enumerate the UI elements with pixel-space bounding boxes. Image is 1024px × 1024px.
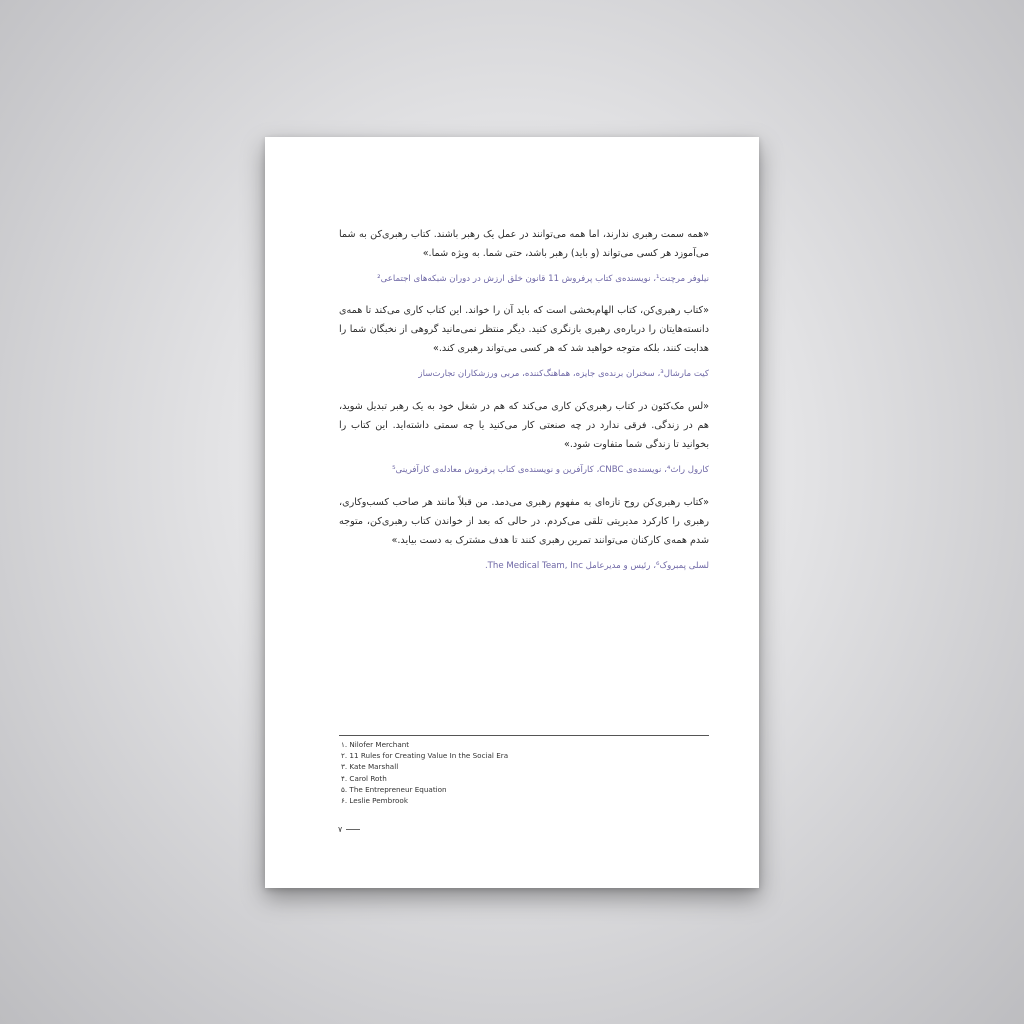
quote-text: «لس مک‌کئون در کتاب رهبری‌کن کاری می‌کند که هم در شغل خود به یک رهبر تبدیل شوید، هم در زندگی. فرقی ندارد در چه صنعتی کار می‌کنید یا چه سمتی داشته‌اید. این کتاب را بخوانید تا زندگی شما متفاوت شود.»: [339, 401, 709, 450]
footnote-item: ۵. The Entrepreneur Equation: [341, 784, 447, 794]
testimonial-4: [339, 493, 709, 573]
footnote-item: ۳. Kate Marshall: [341, 762, 399, 772]
testimonial-3: [339, 397, 709, 477]
page-number-dash: [346, 829, 360, 830]
footnote-list: [341, 739, 508, 806]
footnote-item: ۲. 11 Rules for Creating Value In the Social Era: [341, 751, 509, 761]
quote-attribution: کارول راث⁴، نویسنده‌ی CNBC، کارآفرین و نویسنده‌ی کتاب پرفروش معادله‌ی کارآفرینی⁵: [392, 465, 709, 475]
testimonial-2: [339, 301, 709, 381]
quote-attribution: نیلوفر مرچنت¹، نویسنده‌ی کتاب پرفروش 11 قانون خلق ارزش در دوران شبکه‌های اجتماعی²: [377, 274, 709, 284]
book-page: [265, 137, 759, 888]
footnote-item: ۱. Nilofer Merchant: [341, 740, 410, 749]
quote-text: «کتاب رهبری‌کن روح تازه‌ای به مفهوم رهبری می‌دمد. من قبلاً مانند هر صاحب کسب‌وکاری، رهبری را کارکرد مدیریتی تلقی می‌کردم. در حالی که بعد از خواندن کتاب رهبری‌کن، متوجه شدم همه‌ی کارکنان می‌توانند تمرین رهبری کنند تا هدف مشترک به دست بیاید.»: [339, 497, 709, 546]
footnote-item: ۴. Carol Roth: [341, 773, 387, 783]
quote-attribution: کیت مارشال³، سخنران برنده‌ی جایزه، هماهنگ‌کننده، مربی ورزشکاران تجارت‌ساز: [418, 369, 709, 379]
page-number: [338, 825, 360, 834]
page-number-value: ۷: [338, 825, 343, 834]
testimonial-1: [339, 225, 709, 286]
quote-text: «همه سمت رهبری ندارند، اما همه می‌توانند در عمل یک رهبر باشند. کتاب رهبری‌کن به شما می‌آموزد هر کسی می‌تواند (و باید) رهبر باشد، حتی شما. به ویژه شما.»: [339, 229, 709, 259]
footnote-item: ۶. Leslie Pembrook: [341, 796, 408, 806]
quote-attribution: لسلی پمبروک⁶، رئیس و مدیرعامل The Medical Team, Inc.: [484, 561, 709, 571]
footnote-divider: [339, 735, 709, 736]
quote-text: «کتاب رهبری‌کن، کتاب الهام‌بخشی است که باید آن را خواند. این کتاب کاری می‌کند تا همه‌ی دانسته‌هایتان را درباره‌ی رهبری بازنگری کنید. دیگر منتظر نمی‌مانید گروهی از نخبگان شما را هدایت کنند، بلکه متوجه خواهید شد که هر کسی می‌تواند رهبری کند.»: [339, 305, 709, 354]
